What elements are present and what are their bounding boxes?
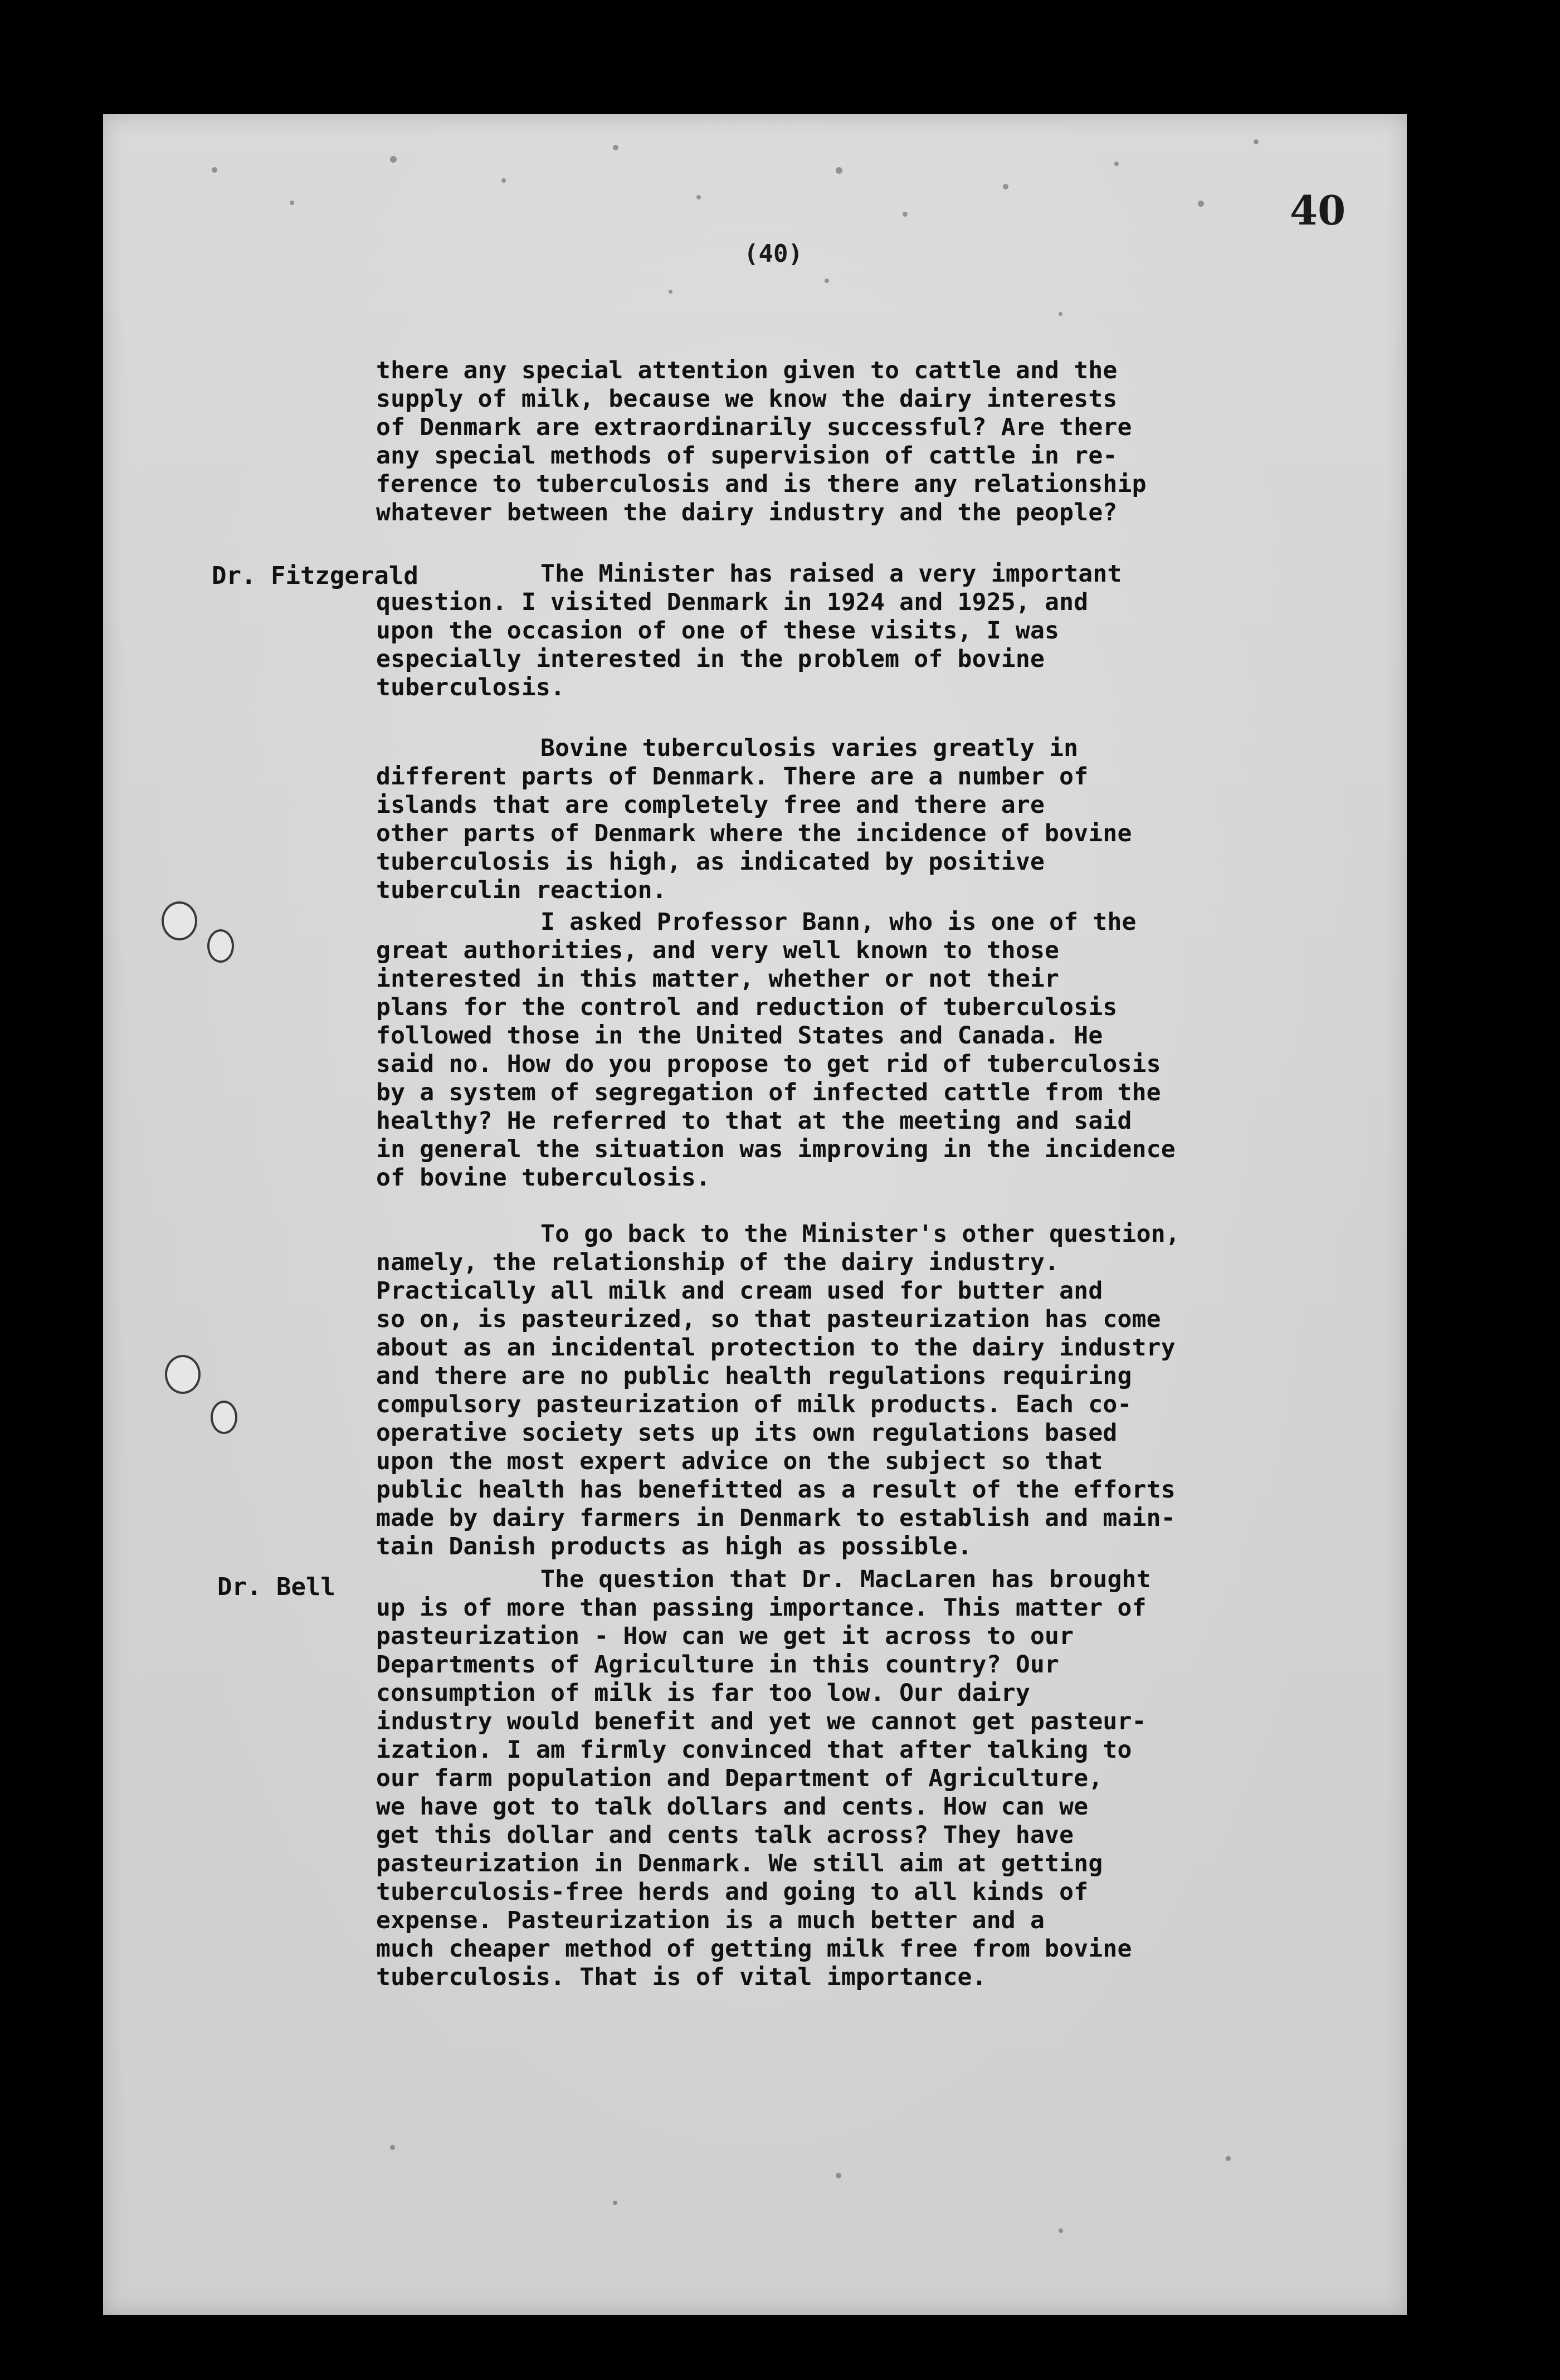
scan-speck <box>1114 162 1119 166</box>
punch-hole-bottom-left <box>165 1355 201 1394</box>
scan-speck <box>1226 2156 1231 2161</box>
scan-speck <box>903 212 908 217</box>
scan-speck <box>836 167 842 174</box>
scan-speck <box>290 201 294 205</box>
punch-hole-top-left <box>162 901 197 940</box>
paragraph-question-continued: there any special attention given to cattle and the supply of milk, because we know the dairy interests of Denmark are extraordinarily successful? Are there any special methods of supervision of cattle in re- ference to tuberculosis and is there any relationship whatever between the dairy industry and the people? <box>376 357 1147 526</box>
paragraph-bell: The question that Dr. MacLaren has brought up is of more than passing importance. This matter of pasteurization - How can we get it across to our Departments of Agriculture in this country? Our consumption of milk is far too low. Our dairy industry would benefit and yet we cannot get pasteur- ization. I am firmly convinced that after talking to our farm population and Department of Agriculture, we have got to talk dollars and cents. How can we get this dollar and cents talk across? They have pasteurization in Denmark. We still aim at getting tuberculosis-free herds and going to all kinds of expense. Pasteurization is a much better and a much cheaper method of getting milk free from bovine tuberculosis. That is of vital importance. <box>376 1565 1151 1991</box>
scan-speck <box>1198 201 1204 207</box>
scan-speck <box>669 290 672 294</box>
scan-speck <box>390 2145 395 2150</box>
corner-page-number: 40 <box>1290 187 1346 234</box>
scan-speck <box>501 178 506 183</box>
scan-speck <box>1059 2228 1063 2233</box>
scan-speck <box>613 2201 617 2205</box>
scan-speck <box>390 156 397 163</box>
scan-speck <box>836 2173 841 2178</box>
scan-speck <box>1254 139 1259 144</box>
punch-hole-top-right <box>207 929 234 963</box>
scan-speck <box>613 145 618 150</box>
scan-speck <box>1003 184 1008 189</box>
scan-speck <box>825 279 829 283</box>
paragraph-fitzgerald-2: Bovine tuberculosis varies greatly in different parts of Denmark. There are a number of islands that are completely free and there are other parts of Denmark where the incidence of bovine tuberculosis is high, as indicated by positive tuberculin reaction. <box>376 734 1132 904</box>
page-header: (40) <box>744 240 803 268</box>
speaker-fitzgerald: Dr. Fitzgerald <box>212 562 418 590</box>
scan-speck <box>212 167 217 173</box>
paragraph-fitzgerald-4: To go back to the Minister's other question, namely, the relationship of the dairy industry. Practically all milk and cream used for butter and so on, is pasteurized, so that pasteurization has come about as an incidental protection to the dairy industry and there are no public health regulations requiring compulsory pasteurization of milk products. Each co- operative society sets up its own regulations based upon the most expert advice on the subject so that public health has benefitted as a result of the efforts made by dairy farmers in Denmark to establish and main- tain Danish products as high as possible. <box>376 1220 1180 1560</box>
scan-speck <box>1059 312 1062 316</box>
punch-hole-bottom-right <box>211 1401 237 1434</box>
speaker-bell: Dr. Bell <box>217 1573 335 1601</box>
scan-speck <box>696 195 701 199</box>
paragraph-fitzgerald-1: The Minister has raised a very important question. I visited Denmark in 1924 and 1925, and upon the occasion of one of these visits, I was especially interested in the problem of bovine tuberculosis. <box>376 560 1122 701</box>
paragraph-fitzgerald-3: I asked Professor Bann, who is one of the great authorities, and very well known to those interested in this matter, whether or not their plans for the control and reduction of tuberculosis followed those in the United States and Canada. He said no. How do you propose to get rid of tuberculosis by a system of segregation of infected cattle from the healthy? He referred to that at the meeting and said in general the situation was improving in the incidence of bovine tuberculosis. <box>376 908 1176 1192</box>
